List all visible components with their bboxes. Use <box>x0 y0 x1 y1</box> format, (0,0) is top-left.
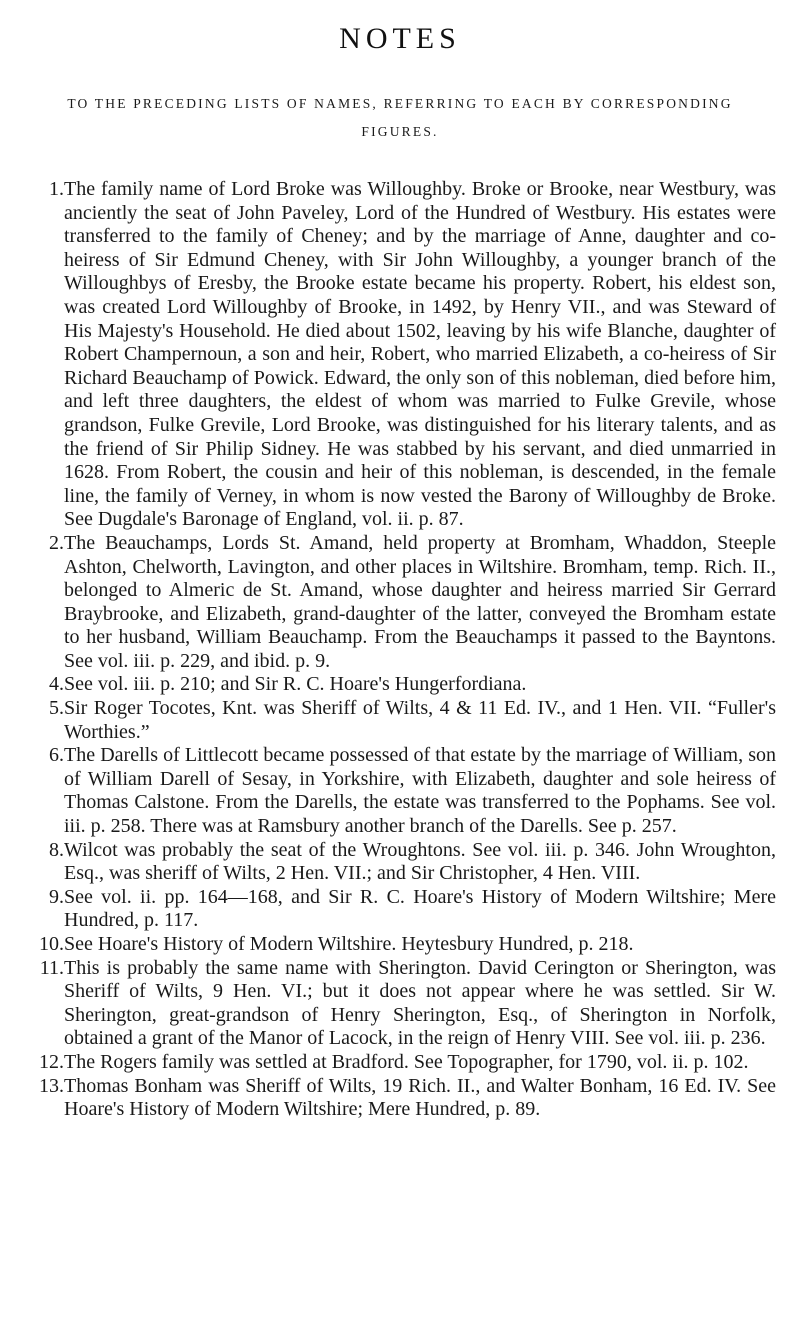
note-text: This is probably the same name with Sherington. David Cerington or Sherington, was Sheriff of Wilts, 9 Hen. VI.; but it does not appear where he was settled. Sir W. Sherington, great-grandson of Henry Sherington, Esq., of Sherington in Norfolk, obtained a grant of the Manor of Lacock, in the reign of Henry VIII. See vol. iii. p. 236. <box>64 956 776 1050</box>
note-number: 9. <box>49 885 64 908</box>
note-item <box>0 886 800 933</box>
note-item <box>0 744 800 838</box>
note-number: 1. <box>49 178 64 200</box>
note-item <box>0 532 800 674</box>
note-item <box>0 957 800 1051</box>
note-text: See Hoare's History of Modern Wiltshire. Heytesbury Hundred, p. 218. <box>64 933 634 955</box>
note-text: See vol. iii. p. 210; and Sir R. C. Hoare's Hungerfordiana. <box>64 673 527 696</box>
page-title: NOTES <box>339 22 461 55</box>
note-item <box>0 697 800 744</box>
note-item <box>0 178 800 532</box>
note-number: 4. <box>49 673 64 696</box>
note-text: Thomas Bonham was Sheriff of Wilts, 19 Rich. II., and Walter Bonham, 16 Ed. IV. See Hoare's History of Modern Wiltshire; Mere Hundred, p. 89. <box>64 1074 776 1121</box>
note-number: 10. <box>39 933 64 955</box>
note-number: 12. <box>39 1050 64 1073</box>
page-subtitle: TO THE PRECEDING LISTS OF NAMES, REFERRING TO EACH BY CORRESPONDING FIGURES. <box>67 96 733 139</box>
note-text: Wilcot was probably the seat of the Wroughtons. See vol. iii. p. 346. John Wroughton, Esq., was sheriff of Wilts, 2 Hen. VII.; and Sir Christopher, 4 Hen. VIII. <box>64 838 776 885</box>
note-item <box>0 1051 800 1075</box>
note-number: 6. <box>49 744 64 767</box>
note-number: 5. <box>49 697 64 720</box>
note-item <box>0 933 800 957</box>
note-number: 8. <box>49 838 64 861</box>
note-item <box>0 673 800 697</box>
note-number: 2. <box>49 531 64 554</box>
note-text: Sir Roger Tocotes, Knt. was Sheriff of Wilts, 4 & 11 Ed. IV., and 1 Hen. VII. “Fuller's Worthies.” <box>64 697 776 743</box>
notes-list <box>0 178 800 1122</box>
note-text: The Beauchamps, Lords St. Amand, held property at Bromham, Whaddon, Steeple Ashton, Chelworth, Lavington, and other places in Wiltshire. Bromham, temp. Rich. II., belonged to Almeric de St. Amand, whose daughter and heiress married Sir Gerrard Braybrooke, and Elizabeth, grand-daughter of the latter, conveyed the Bromham estate to her husband, William Beauchamp. From the Beauchamps it passed to the Bayntons. See vol. iii. p. 229, and ibid. p. 9. <box>64 531 776 672</box>
note-item <box>0 839 800 886</box>
note-item <box>0 1075 800 1122</box>
note-text: The Rogers family was settled at Bradford. See Topographer, for 1790, vol. ii. p. 102. <box>64 1050 749 1073</box>
note-text: See vol. ii. pp. 164—168, and Sir R. C. Hoare's History of Modern Wiltshire; Mere Hundred, p. 117. <box>64 885 776 932</box>
note-text: The family name of Lord Broke was Willoughby. Broke or Brooke, near Westbury, was anciently the seat of John Paveley, Lord of the Hundred of Westbury. His estates were transferred to the family of Cheney; and by the marriage of Anne, daughter and co-heiress of Sir Edmund Cheney, with Sir John Willoughby, a younger branch of the Willoughbys of Eresby, the Brooke estate became his property. Robert, his eldest son, was created Lord Willoughby of Brooke, in 1492, by Henry VII., and was Steward of His Majesty's Household. He died about 1502, leaving by his wife Blanche, daughter of Robert Champernoun, a son and heir, Robert, who married Elizabeth, a co-heiress of Sir Richard Beauchamp of Powick. Edward, the only son of this nobleman, died before him, and left three daughters, the eldest of whom was married to Fulke Grevile, whose grandson, Fulke Grevile, Lord Brooke, was distinguished for his literary talents, and as the friend of Sir Philip Sidney. He was stabbed by his servant, and died unmarried in 1628. From Robert, the cousin and heir of this nobleman, is descended, in the female line, the family of Verney, in whom is now vested the Barony of Willoughby de Broke. See Dugdale's Baronage of England, vol. ii. p. 87. <box>64 178 776 531</box>
note-number: 13. <box>39 1074 64 1097</box>
note-text: The Darells of Littlecott became possessed of that estate by the marriage of William, son of William Darell of Sesay, in Yorkshire, with Elizabeth, daughter and sole heiress of Thomas Calstone. From the Darells, the estate was transferred to the Pophams. See vol. iii. p. 258. There was at Ramsbury another branch of the Darells. See p. 257. <box>64 744 776 838</box>
note-number: 11. <box>39 956 64 979</box>
